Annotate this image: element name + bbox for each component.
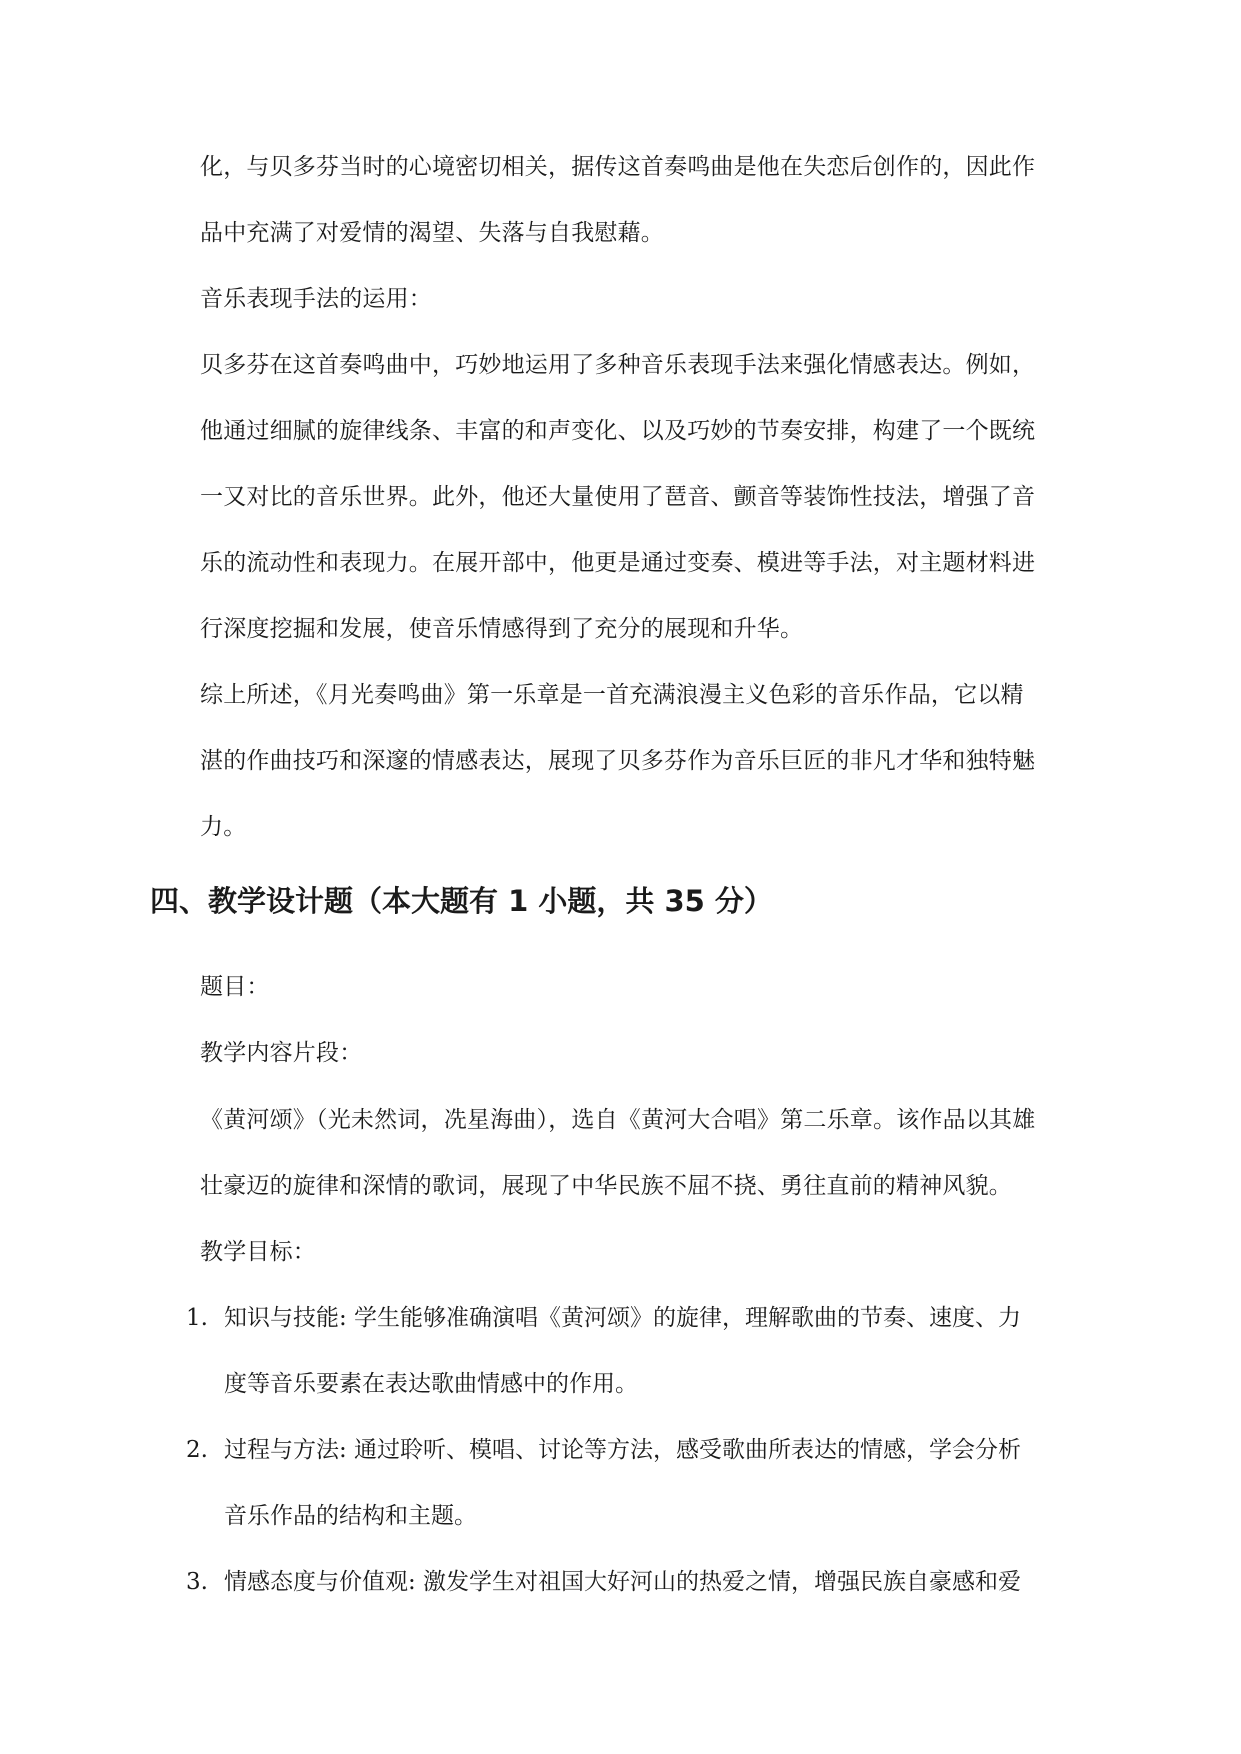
list-item-number: 3.	[186, 1569, 208, 1595]
paragraph-line: 行深度挖掘和发展，使音乐情感得到了充分的展现和升华。	[200, 616, 804, 642]
section-line: 题目：	[200, 974, 270, 1000]
paragraph-line: 湛的作曲技巧和深邃的情感表达，展现了贝多芬作为音乐巨匠的非凡才华和独特魅	[200, 748, 1036, 774]
paragraph-line: 化，与贝多芬当时的心境密切相关，据传这首奏鸣曲是他在失恋后创作的，因此作	[200, 154, 1036, 180]
paragraph-line: 力。	[200, 814, 247, 840]
paragraph-line: 综上所述，《月光奏鸣曲》第一乐章是一首充满浪漫主义色彩的音乐作品，它以精	[200, 682, 1024, 708]
section-line: 壮豪迈的旋律和深情的歌词，展现了中华民族不屈不挠、勇往直前的精神风貌。	[200, 1173, 1012, 1199]
section-line: 教学目标：	[200, 1239, 316, 1265]
section-line: 教学内容片段：	[200, 1040, 363, 1066]
list-item-text: 度等音乐要素在表达歌曲情感中的作用。	[224, 1371, 638, 1397]
list-item-text: 情感态度与价值观: 激发学生对祖国大好河山的热爱之情，增强民族自豪感和爱	[224, 1569, 1022, 1595]
list-item-text: 知识与技能: 学生能够准确演唱《黄河颂》的旋律，理解歌曲的节奏、速度、力	[224, 1305, 1022, 1331]
list-item-number: 2.	[186, 1437, 208, 1463]
list-item-number: 1.	[186, 1305, 208, 1331]
list-item-text: 音乐作品的结构和主题。	[224, 1503, 477, 1529]
paragraph-line: 一又对比的音乐世界。此外，他还大量使用了琶音、颤音等装饰性技法，增强了音	[200, 484, 1036, 510]
paragraph-line: 他通过细腻的旋律线条、丰富的和声变化、以及巧妙的节奏安排，构建了一个既统	[200, 418, 1036, 444]
section-line: 《黄河颂》（光未然词，冼星海曲），选自《黄河大合唱》第二乐章。该作品以其雄	[200, 1107, 1036, 1133]
paragraph-line: 品中充满了对爱情的渴望、失落与自我慰藉。	[200, 220, 664, 246]
paragraph-line: 音乐表现手法的运用：	[200, 286, 432, 312]
paragraph-line: 贝多芬在这首奏鸣曲中，巧妙地运用了多种音乐表现手法来强化情感表达。例如，	[200, 352, 1036, 378]
section-heading: 四、教学设计题（本大题有 1 小题，共 35 分）	[150, 884, 773, 918]
list-item-text: 过程与方法: 通过聆听、模唱、讨论等方法，感受歌曲所表达的情感，学会分析	[224, 1437, 1022, 1463]
paragraph-line: 乐的流动性和表现力。在展开部中，他更是通过变奏、模进等手法，对主题材料进	[200, 550, 1036, 576]
